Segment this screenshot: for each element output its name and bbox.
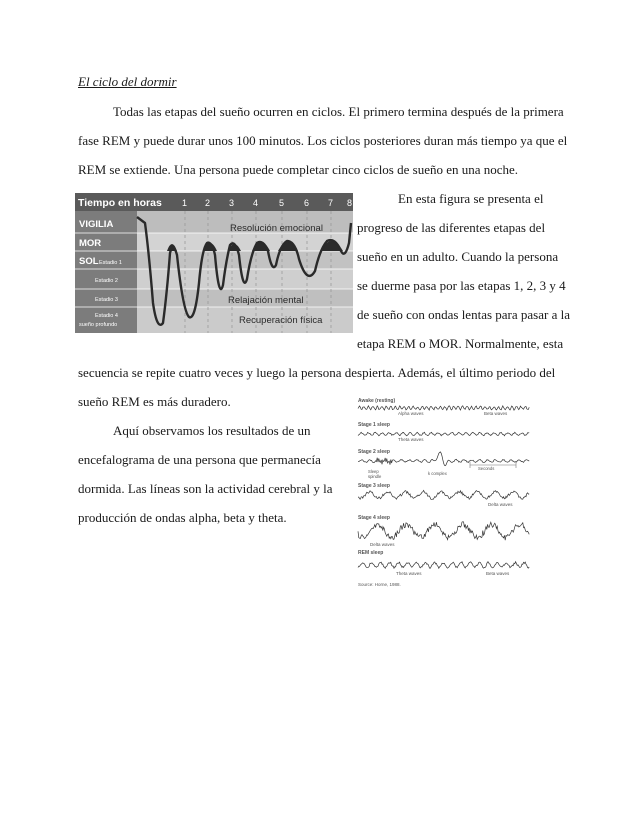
eeg-label-spindle-2: spindle xyxy=(368,474,382,479)
paragraph-2-line-5: de sueño con ondas lentas para pasar a la xyxy=(357,307,570,322)
eeg-label-beta-top: Beta waves xyxy=(484,411,508,416)
hour-label-8: 8 xyxy=(347,198,353,208)
paragraph-2-line-3: sueño en un adulto. Cuando la persona xyxy=(357,249,559,264)
eeg-trace-rem xyxy=(358,562,529,569)
document-title: El ciclo del dormir xyxy=(78,74,177,89)
hypnogram-header: Tiempo en horas xyxy=(78,197,162,209)
paragraph-3-line-2: encefalograma de una persona que permanecía xyxy=(78,452,321,467)
paragraph-3-line-4: producción de ondas alpha, beta y theta. xyxy=(78,510,287,525)
eeg-label-awake: Awake (resting) xyxy=(358,398,396,404)
annotation-mental: Relajación mental xyxy=(228,295,304,306)
hour-label-1: 1 xyxy=(182,198,188,208)
eeg-label-delta3: Delta waves xyxy=(488,502,513,507)
annotation-rem: Resolución emocional xyxy=(230,223,323,234)
paragraph-2-line-4: se duerme pasa por las etapas 1, 2, 3 y 4 xyxy=(357,278,566,293)
paragraph-2-line-2: progreso de las diferentes etapas del xyxy=(357,220,546,235)
eeg-trace-stage3 xyxy=(358,490,529,499)
eeg-label-spindle-1: Sleep xyxy=(368,469,379,474)
eeg-label-stage1: Stage 1 sleep xyxy=(358,422,390,428)
paragraph-1-line-3: REM se extiende. Una persona puede completar cinco ciclos de sueño en una noche. xyxy=(78,162,519,177)
row-label-sueno-profundo: sueño profundo xyxy=(79,322,118,328)
row-label-estadio-4: Estadio 4 xyxy=(95,313,118,319)
row-label-vigilia: VIGILIA xyxy=(79,219,114,230)
eeg-trace-stage4 xyxy=(358,522,529,541)
hour-label-7: 7 xyxy=(328,198,334,208)
paragraph-2-line-1: En esta figura se presenta el xyxy=(398,191,544,206)
paragraph-3-line-3: dormida. Las líneas son la actividad cerebral y la xyxy=(78,481,333,496)
hour-label-6: 6 xyxy=(304,198,310,208)
row-label-estadio-3: Estadio 3 xyxy=(95,297,118,303)
row-label-mor: MOR xyxy=(79,238,102,249)
paragraph-1-line-1: Todas las etapas del sueño ocurren en ciclos. El primero termina después de la primera xyxy=(113,104,564,119)
eeg-label-alpha: Alpha waves xyxy=(398,411,424,416)
eeg-label-stage3: Stage 3 sleep xyxy=(358,483,390,489)
hour-label-4: 4 xyxy=(253,198,259,208)
row-label-estadio-1: Estadio 1 xyxy=(99,260,122,266)
paragraph-3-line-1: Aquí observamos los resultados de un xyxy=(113,423,311,438)
eeg-label-stage4: Stage 4 sleep xyxy=(358,515,390,521)
row-label-estadio-2: Estadio 2 xyxy=(95,278,118,284)
hypnogram-figure xyxy=(75,193,353,333)
eeg-label-beta-rem: Beta waves xyxy=(486,571,510,576)
eeg-trace-awake xyxy=(358,406,529,410)
eeg-figure xyxy=(356,395,532,590)
eeg-label-theta-rem: Theta waves xyxy=(396,571,422,576)
paragraph-2-line-7: secuencia se repite cuatro veces y luego la persona despierta. Además, el último periodo del xyxy=(78,365,556,380)
paragraph-2-line-8: sueño REM es más duradero. xyxy=(78,394,231,409)
eeg-label-stage2: Stage 2 sleep xyxy=(358,449,390,455)
hour-label-5: 5 xyxy=(279,198,285,208)
paragraph-2-line-6: etapa REM o MOR. Normalmente, esta xyxy=(357,336,564,351)
eeg-label-delta4: Delta waves xyxy=(370,542,395,547)
eeg-label-source: Source: Horne, 1988. xyxy=(358,582,401,587)
hour-label-2: 2 xyxy=(205,198,211,208)
eeg-label-kcomplex: k complex xyxy=(428,471,447,476)
eeg-label-seconds: Seconds xyxy=(478,466,495,471)
annotation-physical: Recuperación física xyxy=(239,315,323,326)
eeg-label-rem: REM sleep xyxy=(358,550,384,556)
paragraph-1-line-2: fase REM y puede durar unos 100 minutos. Los ciclos posteriores duran más tiempo ya que el xyxy=(78,133,568,148)
row-label-sol: SOL xyxy=(79,256,99,267)
eeg-trace-stage1 xyxy=(358,432,529,436)
eeg-label-theta1: Theta waves xyxy=(398,437,424,442)
hour-label-3: 3 xyxy=(229,198,235,208)
